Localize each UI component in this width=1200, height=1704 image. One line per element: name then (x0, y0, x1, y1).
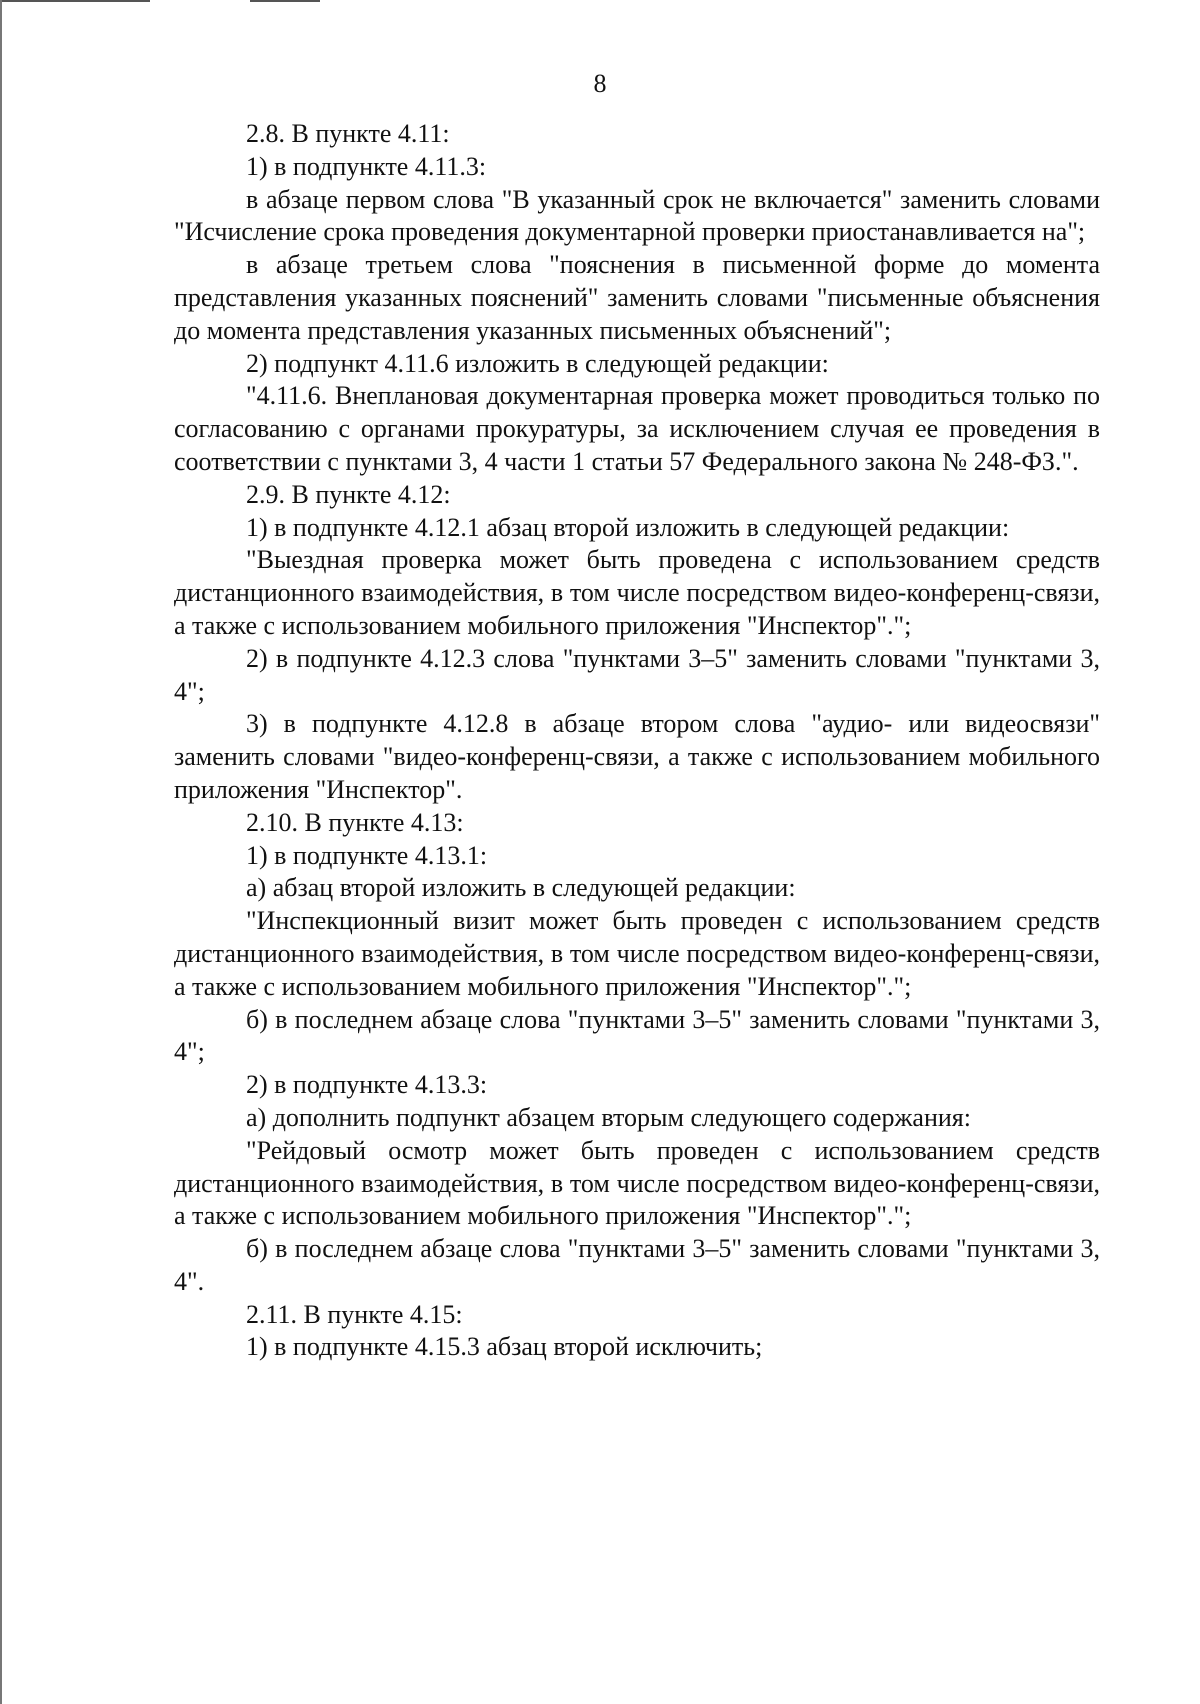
paragraph-4-11-6-item: 2) подпункт 4.11.6 изложить в следующей редакции: (246, 348, 829, 378)
paragraph-2-9-heading: 2.9. В пункте 4.12: (246, 479, 451, 509)
paragraph-4-11-3-third-abzac: в абзаце третьем слова "пояснения в письменной форме до момента представления указанных пояснений" заменить словами "письменные объяснения до момента представления указанных письменных объяснений"; (174, 250, 1100, 345)
paragraph-4-15-3-item: 1) в подпункте 4.15.3 абзац второй исключить; (246, 1332, 763, 1362)
paragraph-4-11-6-text: "4.11.6. Внеплановая документарная проверка может проводиться только по согласованию с органами прокуратуры, за исключением случая ее проведения в соответствии с пунктами 3, 4 части 1 статьи 57 Федерального закона № 248-ФЗ.". (174, 381, 1100, 476)
scan-left-edge (0, 0, 2, 1704)
paragraph-4-11-3-first-abzac: в абзаце первом слова "В указанный срок не включается" заменить словами "Исчисление срока проведения документарной проверки приостанавливается на"; (174, 184, 1100, 247)
paragraph-4-13-3-a: а) дополнить подпункт абзацем вторым следующего содержания: (246, 1102, 971, 1132)
paragraph-2-10-heading: 2.10. В пункте 4.13: (246, 807, 464, 837)
paragraph-2-8-heading: 2.8. В пункте 4.11: (246, 119, 450, 148)
paragraph-4-13-1-a-text: "Инспекционный визит может быть проведен с использованием средств дистанционного взаимодействия, в том числе посредством видео-конференц-связи, а также с использованием мобильного приложения "Инспектор"."; (174, 906, 1100, 1001)
paragraph-4-11-3-item: 1) в подпункте 4.11.3: (246, 151, 487, 181)
paragraph-4-13-1-a: а) абзац второй изложить в следующей редакции: (246, 873, 796, 903)
paragraph-4-12-8-item: 3) в подпункте 4.12.8 в абзаце втором слова "аудио- или видеосвязи" заменить словами "видео-конференц-связи, а также с использованием мобильного приложения "Инспектор". (174, 709, 1100, 804)
paragraph-4-13-3-a-text: "Рейдовый осмотр может быть проведен с использованием средств дистанционного взаимодействия, в том числе посредством видео-конференц-связи, а также с использованием мобильного приложения "Инспектор"."; (174, 1135, 1100, 1231)
scan-top-edge (0, 0, 1200, 2)
paragraph-4-13-3-item: 2) в подпункте 4.13.3: (246, 1070, 488, 1100)
paragraph-4-13-1-b: б) в последнем абзаце слова "пунктами 3–5" заменить словами "пунктами 3, 4"; (174, 1004, 1100, 1067)
paragraph-4-12-1-item: 1) в подпункте 4.12.1 абзац второй изложить в следующей редакции: (246, 512, 1010, 542)
paragraph-2-11-heading: 2.11. В пункте 4.15: (246, 1299, 463, 1329)
paragraph-4-13-1-item: 1) в подпункте 4.13.1: (246, 840, 488, 870)
document-body (174, 118, 1100, 1364)
paragraph-4-13-3-b: б) в последнем абзаце слова "пунктами 3–5" заменить словами "пунктами 3, 4". (174, 1234, 1100, 1296)
paragraph-4-12-3-item: 2) в подпункте 4.12.3 слова "пунктами 3–5" заменить словами "пунктами 3, 4"; (174, 643, 1100, 706)
page-number: 8 (593, 69, 607, 98)
paragraph-4-12-1-text: "Выездная проверка может быть проведена с использованием средств дистанционного взаимодействия, в том числе посредством видео-конференц-связи, а также с использованием мобильного приложения "Инспектор"."; (174, 545, 1100, 640)
